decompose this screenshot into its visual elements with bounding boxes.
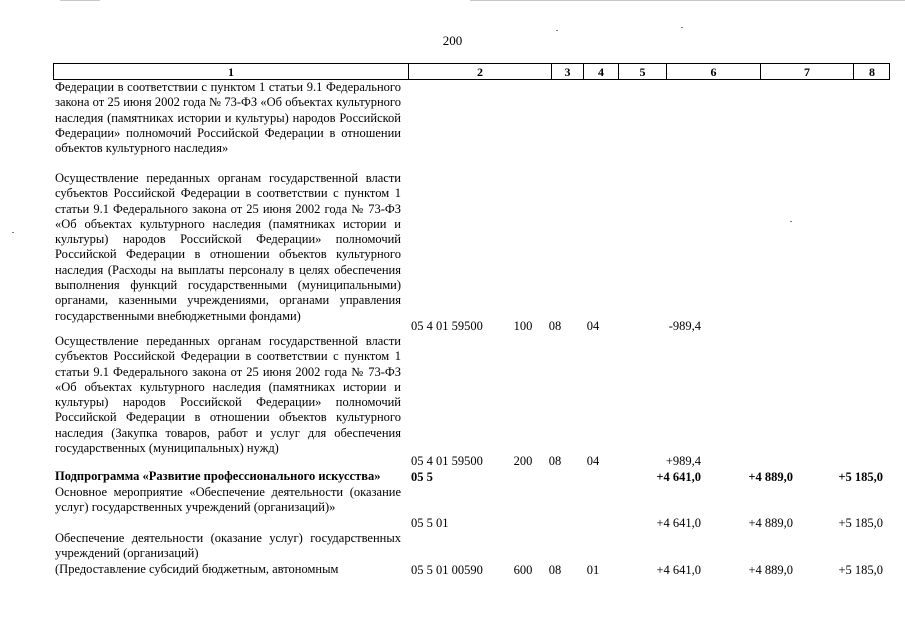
scan-speck — [556, 30, 558, 31]
target-code: 05 4 01 59500 — [411, 318, 483, 333]
amount-col6: +989,4 — [665, 453, 701, 468]
row-description: (Предоставление субсидий бюджетным, автономным — [55, 562, 339, 576]
table-row — [53, 171, 891, 334]
table-header-row — [53, 63, 890, 80]
amount-col7: +4 889,0 — [748, 469, 793, 484]
header-cell: 6 — [710, 65, 717, 79]
header-cell: 2 — [477, 65, 483, 79]
amount-col6: +4 641,0 — [656, 515, 701, 530]
expense-type: 600 — [513, 562, 533, 577]
expense-type: 100 — [513, 318, 533, 333]
row-description: Подпрограмма «Развитие профессионального искусства» — [55, 469, 381, 483]
amount-col7: +4 889,0 — [748, 562, 793, 577]
table-row — [53, 562, 891, 578]
header-cell: 5 — [639, 65, 646, 79]
amount-col6: +4 641,0 — [656, 469, 701, 484]
row-description: Осуществление переданных органам государственной власти субъектов Российской Федерации в соответствии с пунктом 1 статьи 9.1 Федерального закона от 25 июня 2002 года № 73-ФЗ «Об объектах культурного наследия (памятниках истории и культуры) народов Российской Федерации» полномочий Российской Федерации в отношении объектов культурного наследия (Закупка товаров, работ и услуг для обеспечения государственных (муниципальных) нужд) — [55, 334, 401, 456]
header-cell: 8 — [869, 65, 875, 79]
target-code: 05 4 01 59500 — [411, 453, 483, 468]
section-code: 08 — [548, 318, 562, 333]
table-row — [53, 80, 891, 172]
row-description: Обеспечение деятельности (оказание услуг) государственных учреждений (организаций) — [55, 531, 401, 561]
header-cell: 3 — [564, 65, 571, 79]
header-cell: 4 — [598, 65, 604, 79]
table-row — [53, 531, 891, 562]
section-code: 08 — [548, 562, 562, 577]
row-description: Осуществление переданных органам государственной власти субъектов Российской Федерации в соответствии с пунктом 1 статьи 9.1 Федерального закона от 25 июня 2002 года № 73-ФЗ «Об объектах культурного наследия (памятниках истории и культуры) народов Российской Федерации» полномочий Российской Федерации в отношении объектов культурного наследия (Расходы на выплаты персоналу в целях обеспечения выполнения функций государственными (муниципальными) органами, казенными учреждениями, органами управления государственными внебюджетными фондами) — [55, 171, 401, 323]
scan-speck — [12, 232, 14, 233]
subsection-code: 01 — [586, 562, 600, 577]
row-description: Основное мероприятие «Обеспечение деятельности (оказание услуг) государственных учреждений (организаций)» — [55, 485, 401, 515]
page-number: 200 — [442, 33, 463, 48]
budget-table — [53, 63, 891, 640]
section-code: 08 — [548, 453, 562, 468]
amount-col8: +5 185,0 — [838, 469, 883, 484]
subsection-code: 04 — [586, 453, 600, 468]
amount-col8: +5 185,0 — [838, 562, 883, 577]
expense-type: 200 — [513, 453, 533, 468]
subsection-code: 04 — [586, 318, 600, 333]
scan-speck — [681, 27, 683, 28]
target-code: 05 5 — [411, 469, 433, 484]
amount-col6: -989,4 — [668, 318, 701, 333]
scan-artifact — [60, 0, 100, 1]
target-code: 05 5 01 00590 — [411, 562, 483, 577]
amount-col6: +4 641,0 — [656, 562, 701, 577]
target-code: 05 5 01 — [411, 515, 449, 530]
amount-col8: +5 185,0 — [838, 515, 883, 530]
header-cell: 7 — [804, 65, 810, 79]
header-cell: 1 — [228, 65, 234, 79]
table-row — [53, 485, 891, 531]
amount-col7: +4 889,0 — [748, 515, 793, 530]
scan-artifact — [470, 0, 905, 1]
table-row — [53, 469, 891, 485]
row-description: Федерации в соответствии с пунктом 1 статьи 9.1 Федерального закона от 25 июня 2002 года № 73-ФЗ «Об объектах культурного наследия (памятниках истории и культуры) народов Российской Федерации» полномочий Российской Федерации в отношении объектов культурного наследия» — [55, 80, 401, 156]
table-row — [53, 334, 891, 469]
